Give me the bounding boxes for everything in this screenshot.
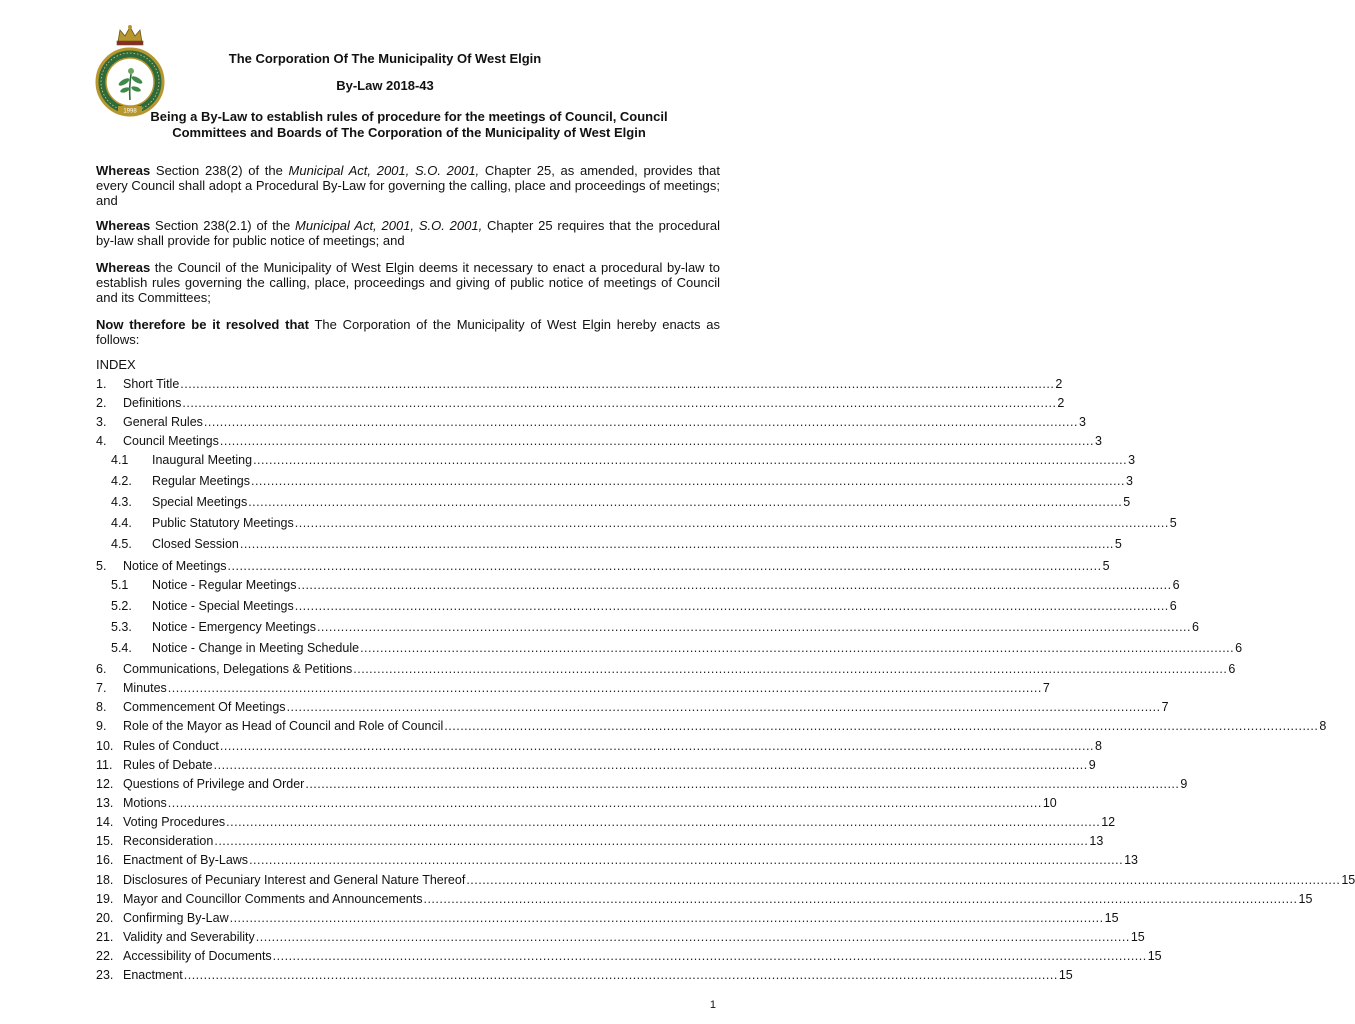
toc-entry-page: 15 bbox=[1298, 892, 1313, 906]
resolution-paragraph bbox=[96, 317, 720, 347]
toc-entry[interactable] bbox=[96, 537, 1122, 552]
toc-entry[interactable] bbox=[96, 453, 1136, 468]
toc-entry-page: 3 bbox=[1128, 453, 1136, 467]
toc-entry-number: 12. bbox=[96, 777, 114, 791]
toc-entry[interactable] bbox=[96, 892, 1313, 907]
toc-entry-label: Motions bbox=[123, 796, 167, 810]
toc-entry-page: 6 bbox=[1172, 578, 1180, 592]
toc-entry-label: Notice - Special Meetings bbox=[152, 599, 294, 613]
toc-entry-page: 15 bbox=[1058, 968, 1073, 982]
toc-entry-label: Definitions bbox=[123, 396, 182, 410]
toc-entry-number: 4. bbox=[96, 434, 107, 448]
paragraph-text: Chapter 25 requires that the procedural by-law shall provide for public notice of meetings; and bbox=[96, 218, 720, 248]
toc-entry-label: Voting Procedures bbox=[123, 815, 226, 829]
toc-dot-leader: ............................................................................................................................................................................................................................ bbox=[286, 700, 1161, 714]
toc-entry[interactable] bbox=[96, 599, 1177, 614]
toc-entry[interactable] bbox=[96, 578, 1180, 593]
toc-entry-number: 5.3. bbox=[111, 620, 132, 634]
toc-entry-page: 2 bbox=[1057, 396, 1065, 410]
paragraph-text: Chapter 25, as amended, provides that every Council shall adopt a Procedural By-Law for governing the calling, place and proceedings of meetings; and bbox=[96, 163, 720, 208]
toc-entry[interactable] bbox=[96, 415, 1086, 430]
toc-dot-leader: ............................................................................................................................................................................................................................ bbox=[183, 968, 1058, 982]
toc-entry[interactable] bbox=[96, 815, 1116, 830]
toc-entry-page: 15 bbox=[1130, 930, 1145, 944]
toc-entry-number: 22. bbox=[96, 949, 114, 963]
toc-entry-number: 4.4. bbox=[111, 516, 132, 530]
toc-entry[interactable] bbox=[96, 949, 1162, 964]
toc-entry-number: 7. bbox=[96, 681, 107, 695]
toc-entry-page: 15 bbox=[1104, 911, 1119, 925]
toc-dot-leader: ............................................................................................................................................................................................................................ bbox=[229, 911, 1104, 925]
toc-entry-page: 6 bbox=[1169, 599, 1177, 613]
toc-entry[interactable] bbox=[96, 620, 1199, 635]
toc-entry[interactable] bbox=[96, 853, 1139, 868]
toc-entry-label: Rules of Conduct bbox=[123, 739, 219, 753]
toc-entry-number: 13. bbox=[96, 796, 114, 810]
toc-entry-page: 15 bbox=[1341, 873, 1355, 887]
toc-entry[interactable] bbox=[96, 758, 1096, 773]
toc-entry-label: Commencement Of Meetings bbox=[123, 700, 286, 714]
index-heading: INDEX bbox=[96, 357, 136, 372]
paragraph-text: The Corporation of the Municipality of West Elgin hereby enacts as follows: bbox=[96, 317, 721, 347]
toc-dot-leader: ............................................................................................................................................................................................................................ bbox=[444, 719, 1319, 733]
toc-entry-label: Regular Meetings bbox=[152, 474, 250, 488]
toc-entry-label: Notice - Emergency Meetings bbox=[152, 620, 316, 634]
toc-entry-label: Mayor and Councillor Comments and Announcements bbox=[123, 892, 423, 906]
toc-entry-page: 5 bbox=[1169, 516, 1177, 530]
toc-entry-label: Reconsideration bbox=[123, 834, 214, 848]
toc-entry-page: 12 bbox=[1101, 815, 1116, 829]
toc-entry-number: 18. bbox=[96, 873, 114, 887]
toc-entry-number: 20. bbox=[96, 911, 114, 925]
toc-dot-leader: ............................................................................................................................................................................................................................ bbox=[239, 537, 1114, 551]
toc-entry-label: Rules of Debate bbox=[123, 758, 213, 772]
toc-dot-leader: ............................................................................................................................................................................................................................ bbox=[255, 930, 1130, 944]
toc-entry-page: 8 bbox=[1319, 719, 1327, 733]
toc-entry-label: Special Meetings bbox=[152, 495, 248, 509]
toc-entry-label: Public Statutory Meetings bbox=[152, 516, 294, 530]
toc-entry[interactable] bbox=[96, 559, 1110, 574]
whereas-paragraph-1 bbox=[96, 163, 720, 208]
toc-entry-page: 15 bbox=[1147, 949, 1162, 963]
paragraph-text: Section 238(2.1) of the bbox=[150, 218, 296, 233]
toc-entry-page: 8 bbox=[1094, 739, 1102, 753]
toc-entry[interactable] bbox=[96, 700, 1169, 715]
toc-entry[interactable] bbox=[96, 930, 1145, 945]
toc-entry-page: 6 bbox=[1228, 662, 1236, 676]
toc-entry-number: 23. bbox=[96, 968, 114, 982]
toc-entry-number: 8. bbox=[96, 700, 107, 714]
toc-entry-label: Short Title bbox=[123, 377, 180, 391]
toc-dot-leader: ............................................................................................................................................................................................................................ bbox=[167, 681, 1042, 695]
toc-dot-leader: ............................................................................................................................................................................................................................ bbox=[227, 559, 1102, 573]
toc-entry-number: 5.2. bbox=[111, 599, 132, 613]
toc-entry-page: 3 bbox=[1078, 415, 1086, 429]
toc-entry[interactable] bbox=[96, 834, 1104, 849]
toc-dot-leader: ............................................................................................................................................................................................................................ bbox=[213, 758, 1088, 772]
toc-entry[interactable] bbox=[96, 474, 1133, 489]
paragraph-lead: Whereas bbox=[96, 260, 151, 275]
toc-entry-label: Disclosures of Pecuniary Interest and General Nature Thereof bbox=[123, 873, 466, 887]
toc-entry-page: 13 bbox=[1124, 853, 1139, 867]
act-citation: Municipal Act, 2001, S.O. 2001, bbox=[288, 163, 480, 178]
toc-entry-number: 16. bbox=[96, 853, 114, 867]
paragraph-lead: Now therefore be it resolved that bbox=[96, 317, 309, 332]
toc-entry[interactable] bbox=[96, 495, 1131, 510]
toc-dot-leader: ............................................................................................................................................................................................................................ bbox=[182, 396, 1057, 410]
toc-entry-page: 13 bbox=[1089, 834, 1104, 848]
toc-entry-page: 5 bbox=[1114, 537, 1122, 551]
toc-entry-number: 4.5. bbox=[111, 537, 132, 551]
toc-entry[interactable] bbox=[96, 516, 1177, 531]
toc-entry-number: 5.4. bbox=[111, 641, 132, 655]
bylaw-number: By-Law 2018-43 bbox=[336, 78, 434, 93]
toc-entry-number: 4.2. bbox=[111, 474, 132, 488]
toc-dot-leader: ............................................................................................................................................................................................................................ bbox=[294, 599, 1169, 613]
toc-entry-label: Minutes bbox=[123, 681, 167, 695]
toc-entry-number: 14. bbox=[96, 815, 114, 829]
toc-entry-page: 3 bbox=[1126, 474, 1133, 488]
toc-entry[interactable] bbox=[96, 434, 1102, 449]
toc-entry-label: Notice of Meetings bbox=[123, 559, 227, 573]
toc-entry-page: 5 bbox=[1102, 559, 1110, 573]
toc-dot-leader: ............................................................................................................................................................................................................................ bbox=[316, 620, 1191, 634]
toc-entry-number: 6. bbox=[96, 662, 107, 676]
toc-entry-number: 15. bbox=[96, 834, 114, 848]
municipal-seal-logo bbox=[90, 22, 170, 118]
toc-entry[interactable] bbox=[96, 873, 1355, 888]
toc-entry[interactable] bbox=[96, 777, 1188, 792]
toc-entry-label: Enactment of By-Laws bbox=[123, 853, 249, 867]
toc-entry[interactable] bbox=[96, 662, 1236, 677]
toc-entry-label: Validity and Severability bbox=[123, 930, 255, 944]
toc-dot-leader: ............................................................................................................................................................................................................................ bbox=[360, 641, 1235, 655]
toc-entry-label: Confirming By-Law bbox=[123, 911, 229, 925]
toc-entry-page: 10 bbox=[1042, 796, 1057, 810]
toc-entry[interactable] bbox=[96, 641, 1243, 656]
toc-dot-leader: ............................................................................................................................................................................................................................ bbox=[250, 474, 1126, 488]
toc-entry-label: Council Meetings bbox=[123, 434, 219, 448]
toc-entry[interactable] bbox=[96, 681, 1050, 696]
paragraph-lead: Whereas bbox=[96, 163, 151, 178]
toc-entry-label: Communications, Delegations & Petitions bbox=[123, 662, 353, 676]
toc-entry-label: Role of the Mayor as Head of Council and Role of Council bbox=[123, 719, 444, 733]
toc-entry-label: Notice - Change in Meeting Schedule bbox=[152, 641, 360, 655]
paragraph-text: Section 238(2) of the bbox=[150, 163, 289, 178]
toc-entry-number: 11. bbox=[96, 758, 113, 772]
whereas-paragraph-3 bbox=[96, 260, 720, 305]
toc-entry-page: 2 bbox=[1055, 377, 1063, 391]
toc-entry[interactable] bbox=[96, 796, 1057, 811]
toc-entry-page: 6 bbox=[1235, 641, 1243, 655]
subtitle-line-2: Committees and Boards of The Corporation of the Municipality of West Elgin bbox=[172, 125, 646, 140]
toc-dot-leader: ............................................................................................................................................................................................................................ bbox=[203, 415, 1078, 429]
toc-dot-leader: ............................................................................................................................................................................................................................ bbox=[214, 834, 1089, 848]
toc-entry-label: Questions of Privilege and Order bbox=[123, 777, 305, 791]
toc-entry-number: 5. bbox=[96, 559, 107, 573]
toc-entry-label: Accessibility of Documents bbox=[123, 949, 272, 963]
toc-dot-leader: ............................................................................................................................................................................................................................ bbox=[248, 495, 1123, 509]
toc-entry-page: 9 bbox=[1088, 758, 1096, 772]
toc-dot-leader: ............................................................................................................................................................................................................................ bbox=[466, 873, 1341, 887]
toc-dot-leader: ............................................................................................................................................................................................................................ bbox=[219, 739, 1094, 753]
toc-entry[interactable] bbox=[96, 968, 1073, 983]
toc-entry-number: 2. bbox=[96, 396, 107, 410]
toc-entry-label: Enactment bbox=[123, 968, 183, 982]
toc-entry-number: 21. bbox=[96, 930, 114, 944]
toc-entry[interactable] bbox=[96, 911, 1119, 926]
toc-entry-page: 9 bbox=[1180, 777, 1188, 791]
toc-entry[interactable] bbox=[96, 396, 1065, 411]
toc-dot-leader: ............................................................................................................................................................................................................................ bbox=[423, 892, 1298, 906]
toc-entry-number: 3. bbox=[96, 415, 107, 429]
toc-entry[interactable] bbox=[96, 719, 1327, 734]
toc-entry-number: 9. bbox=[96, 719, 107, 733]
toc-dot-leader: ............................................................................................................................................................................................................................ bbox=[272, 949, 1147, 963]
toc-dot-leader: ............................................................................................................................................................................................................................ bbox=[294, 516, 1169, 530]
toc-dot-leader: ............................................................................................................................................................................................................................ bbox=[226, 815, 1101, 829]
toc-entry-number: 4.3. bbox=[111, 495, 132, 509]
toc-dot-leader: ............................................................................................................................................................................................................................ bbox=[305, 777, 1180, 791]
seal-year: 1998 bbox=[123, 108, 137, 115]
toc-entry-label: Notice - Regular Meetings bbox=[152, 578, 297, 592]
toc-entry-page: 3 bbox=[1094, 434, 1102, 448]
subtitle-line-1: Being a By-Law to establish rules of procedure for the meetings of Council, Council bbox=[150, 109, 668, 124]
toc-dot-leader: ............................................................................................................................................................................................................................ bbox=[180, 377, 1055, 391]
toc-dot-leader: ............................................................................................................................................................................................................................ bbox=[249, 853, 1124, 867]
toc-dot-leader: ............................................................................................................................................................................................................................ bbox=[219, 434, 1094, 448]
whereas-paragraph-2 bbox=[96, 218, 720, 248]
toc-entry-number: 19. bbox=[96, 892, 114, 906]
page-number: 1 bbox=[709, 999, 716, 1011]
toc-dot-leader: ............................................................................................................................................................................................................................ bbox=[167, 796, 1042, 810]
bylaw-subtitle bbox=[96, 109, 722, 141]
paragraph-lead: Whereas bbox=[96, 218, 151, 233]
toc-entry-number: 5.1 bbox=[111, 578, 129, 592]
toc-dot-leader: ............................................................................................................................................................................................................................ bbox=[297, 578, 1172, 592]
toc-entry-page: 6 bbox=[1192, 620, 1199, 634]
toc-dot-leader: ............................................................................................................................................................................................................................ bbox=[253, 453, 1128, 467]
toc-entry-number: 4.1 bbox=[111, 453, 129, 467]
toc-entry[interactable] bbox=[96, 377, 1063, 392]
crown-icon bbox=[117, 25, 143, 45]
toc-dot-leader: ............................................................................................................................................................................................................................ bbox=[353, 662, 1228, 676]
toc-entry-page: 7 bbox=[1042, 681, 1050, 695]
toc-entry-number: 1. bbox=[96, 377, 107, 391]
toc-entry-label: Closed Session bbox=[152, 537, 239, 551]
toc-entry-number: 10. bbox=[96, 739, 114, 753]
toc-entry-page: 5 bbox=[1123, 495, 1131, 509]
paragraph-text: the Council of the Municipality of West Elgin deems it necessary to enact a procedural by-law to establish rules governing the calling, place, proceedings and giving of public notice of meetings of Council and its Committees; bbox=[96, 260, 720, 305]
organization-title: The Corporation Of The Municipality Of West Elgin bbox=[228, 51, 542, 66]
toc-entry[interactable] bbox=[96, 739, 1102, 754]
toc-entry-page: 7 bbox=[1161, 700, 1169, 714]
toc-entry-label: Inaugural Meeting bbox=[152, 453, 253, 467]
act-citation: Municipal Act, 2001, S.O. 2001, bbox=[295, 218, 483, 233]
toc-entry-label: General Rules bbox=[123, 415, 203, 429]
